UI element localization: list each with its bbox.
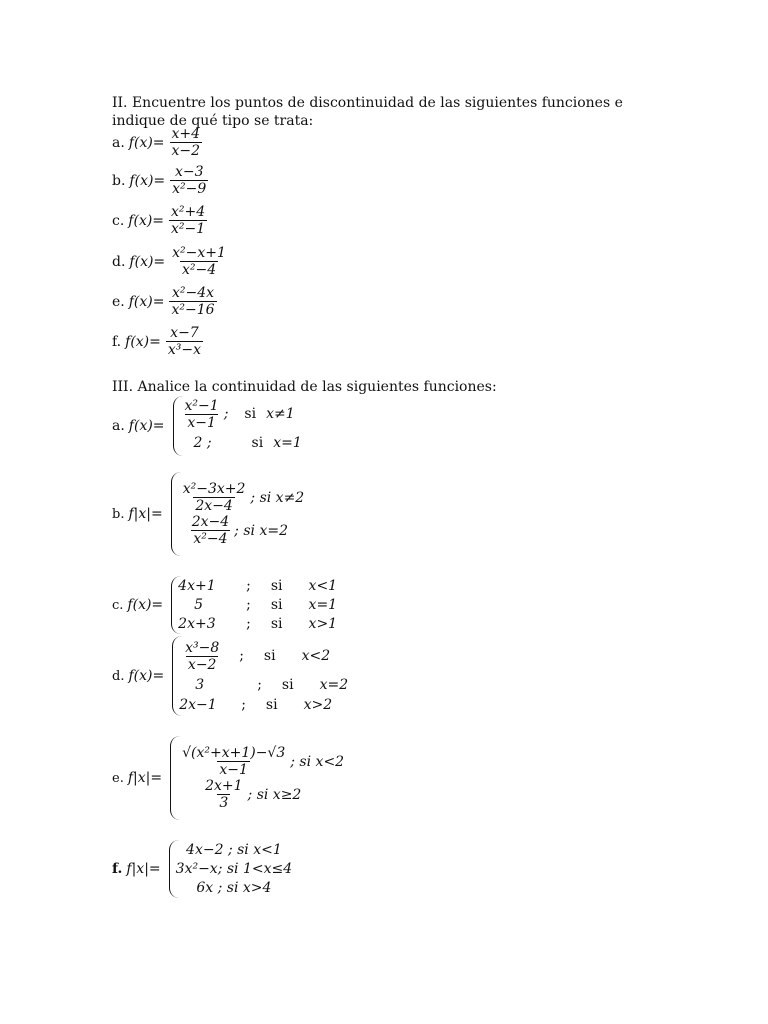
item-label: d. (112, 253, 126, 270)
case-row (179, 695, 348, 715)
case-value: 4x+1 (178, 578, 216, 594)
item-iii-d (112, 636, 348, 716)
case-value: 2x+3 (178, 616, 216, 632)
function-lhs: f(x)= (129, 172, 166, 189)
semicolon: ; (246, 616, 251, 632)
semicolon: ; (257, 677, 262, 693)
item-label: e. (112, 770, 124, 786)
denominator: x²−16 (171, 302, 215, 318)
denominator: x−1 (187, 414, 216, 431)
semicolon: ; (239, 648, 244, 664)
case-value: 5 (194, 597, 204, 613)
function-lhs: f(x)= (125, 333, 161, 350)
function-lhs: f|x|= (128, 506, 163, 522)
piecewise-brace (172, 636, 348, 716)
condition: ; si x≥2 (247, 786, 302, 803)
fraction (181, 481, 248, 514)
si-word: si (270, 578, 283, 594)
fraction (170, 164, 208, 197)
fraction (203, 778, 244, 811)
si-word: si (270, 597, 283, 613)
item-label: f. (112, 333, 122, 350)
case-row (180, 431, 302, 455)
numerator: √(x²+x+1)−√3 (182, 745, 286, 761)
numerator: x²−3x+2 (182, 481, 246, 497)
function-lhs: f(x)= (128, 668, 165, 684)
item-label: b. (112, 506, 125, 522)
function-lhs: f(x)= (128, 134, 165, 151)
fraction (180, 745, 287, 778)
condition: x>1 (308, 616, 338, 632)
case-row (177, 778, 344, 811)
numerator: x²−4x (171, 285, 215, 301)
denominator: 2x−4 (195, 498, 233, 514)
case-row: 3x²−x; si 1<x≤4 (175, 861, 293, 877)
condition: x≠1 (266, 406, 295, 422)
case-value: 2 ; (193, 434, 212, 451)
semicolon: ; (223, 406, 229, 422)
si-word: si (265, 697, 278, 713)
fraction (190, 514, 231, 547)
item-label: c. (112, 597, 124, 613)
section-ii-title: II. Encuentre los puntos de discontinuidad de las siguientes funciones e indique de qué tipo se trata: (112, 95, 623, 129)
denominator: x²−4 (181, 262, 217, 278)
case-row (178, 481, 305, 514)
fraction (170, 245, 228, 278)
item-ii-e (112, 285, 220, 318)
item-label: b. (112, 172, 126, 189)
item-iii-e (112, 736, 344, 820)
case-row (178, 596, 337, 615)
item-label: a. (112, 134, 125, 151)
section-iii-title: III. Analice la continuidad de las siguientes funciones: (112, 379, 497, 395)
numerator: 2x−4 (191, 514, 230, 530)
condition: x<1 (308, 578, 338, 594)
condition: x<2 (301, 648, 331, 664)
item-ii-b (112, 164, 211, 197)
semicolon: ; (241, 697, 246, 713)
item-label: a. (112, 418, 125, 434)
case-row (178, 615, 337, 634)
fraction (182, 640, 222, 673)
function-lhs: f(x)= (128, 418, 165, 434)
function-lhs: f(x)= (129, 253, 166, 270)
piecewise-brace (171, 472, 305, 556)
si-word: si (251, 434, 264, 451)
semicolon: ; (246, 578, 251, 594)
piecewise-brace (170, 736, 344, 820)
denominator: x²−4 (193, 531, 228, 547)
numerator: 2x+1 (205, 778, 243, 794)
denominator: x−2 (187, 656, 217, 673)
fraction (169, 285, 216, 318)
fraction (166, 325, 203, 358)
item-iii-f (112, 840, 292, 898)
denominator: x³−x (167, 342, 202, 358)
fraction (169, 204, 207, 237)
case-row (180, 398, 302, 431)
item-ii-d (112, 245, 231, 278)
case-row (178, 577, 337, 596)
piecewise-brace (171, 576, 337, 634)
function-lhs: f(x)= (128, 293, 165, 310)
si-word: si (270, 616, 283, 632)
denominator: x−1 (219, 762, 248, 778)
case-row (177, 745, 344, 778)
function-lhs: f|x|= (127, 770, 163, 786)
condition: ; si x≠2 (250, 489, 305, 506)
piecewise-brace (169, 840, 293, 898)
fraction (170, 126, 203, 159)
condition: ; si x=2 (234, 522, 288, 539)
case-row (179, 675, 348, 695)
si-word: si (281, 677, 294, 693)
numerator: x²+4 (171, 204, 206, 220)
function-lhs: f(x)= (128, 212, 165, 229)
case-row (179, 637, 348, 675)
condition: ; si x<2 (290, 753, 345, 770)
condition: x=1 (308, 597, 338, 613)
si-word: si (244, 406, 257, 422)
si-word: si (263, 648, 276, 664)
case-value: 2x−1 (179, 697, 217, 713)
numerator: x²−x+1 (172, 245, 226, 261)
denominator: 3 (219, 795, 229, 811)
condition: x=1 (273, 434, 302, 451)
numerator: x³−8 (185, 639, 220, 656)
numerator: x²−1 (184, 397, 219, 414)
function-lhs: f|x|= (126, 861, 161, 877)
item-iii-b (112, 472, 304, 556)
item-iii-a (112, 396, 302, 456)
fraction (183, 398, 221, 431)
item-ii-a (112, 126, 205, 159)
item-ii-f (112, 325, 206, 358)
case-row: 4x−2 ; si x<1 (186, 842, 282, 858)
case-row: 6x ; si x>4 (196, 880, 272, 896)
numerator: x+4 (171, 126, 201, 142)
piecewise-brace (173, 396, 302, 456)
denominator: x−2 (171, 143, 201, 159)
item-label: d. (112, 668, 125, 684)
item-label: f. (112, 861, 123, 877)
item-ii-c (112, 204, 210, 237)
case-value: 3 (195, 677, 205, 693)
denominator: x²−1 (171, 221, 206, 237)
condition: x=2 (319, 677, 349, 693)
semicolon: ; (246, 597, 251, 613)
numerator: x−7 (170, 325, 199, 341)
function-lhs: f(x)= (127, 597, 164, 613)
numerator: x−3 (174, 164, 204, 180)
denominator: x²−9 (172, 181, 207, 197)
item-label: e. (112, 293, 125, 310)
case-row (178, 514, 305, 547)
item-iii-c (112, 576, 337, 634)
condition: x>2 (303, 697, 333, 713)
item-label: c. (112, 212, 125, 229)
